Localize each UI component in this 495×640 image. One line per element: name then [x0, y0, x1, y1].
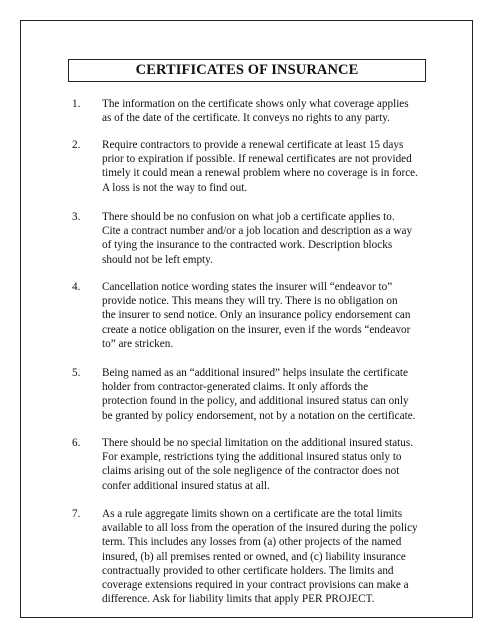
item-text: There should be no confusion on what job a certificate applies to. Cite a contract number and/or a job location and description as a way of tying the insurance to the contracted work. Description blocks should not be left empty.	[102, 211, 413, 266]
item-number: 1.	[72, 98, 81, 110]
item-number: 3.	[72, 211, 81, 223]
item-text: The information on the certificate shows only what coverage applies as of the date of the certificate. It conveys no rights to any party.	[102, 98, 409, 125]
item-text: Cancellation notice wording states the insurer will “endeavor to” provide notice. This means they will try. There is no obligation on the insurer to send notice. Only an insurance policy endorsement can create a notice obligation on the insurer, even if the words “endeavor to” are stricken.	[102, 281, 411, 350]
item-number: 6.	[72, 437, 81, 449]
item-number: 2.	[72, 139, 81, 151]
item-number: 4.	[72, 281, 81, 293]
document-title: CERTIFICATES OF INSURANCE	[68, 59, 426, 82]
item-text: Require contractors to provide a renewal certificate at least 15 days prior to expiration if possible. If renewal certificates are not provided timely it could mean a renewal problem where no coverage is in force. A loss is not the way to find out.	[102, 139, 418, 194]
item-text: Being named as an “additional insured” helps insulate the certificate holder from contractor-generated claims. It only affords the protection found in the policy, and additional insured status can only be granted by policy endorsement, not by a notation on the certificate.	[102, 367, 416, 422]
item-number: 7.	[72, 508, 81, 520]
item-text: As a rule aggregate limits shown on a certificate are the total limits available to all loss from the operation of the insured during the policy term. This includes any losses from (a) other projects of the named insured, (b) all premises rented or owned, and (c) liability insurance contractually provided to other certificate holders. The limits and coverage extensions required in your contract provisions can make a difference. Ask for liability limits that apply PER PROJECT.	[102, 508, 418, 606]
item-number: 5.	[72, 367, 81, 379]
item-text: There should be no special limitation on the additional insured status. For example, restrictions tying the additional insured status only to claims arising out of the sole negligence of the contractor does not confer additional insured status at all.	[102, 437, 414, 492]
